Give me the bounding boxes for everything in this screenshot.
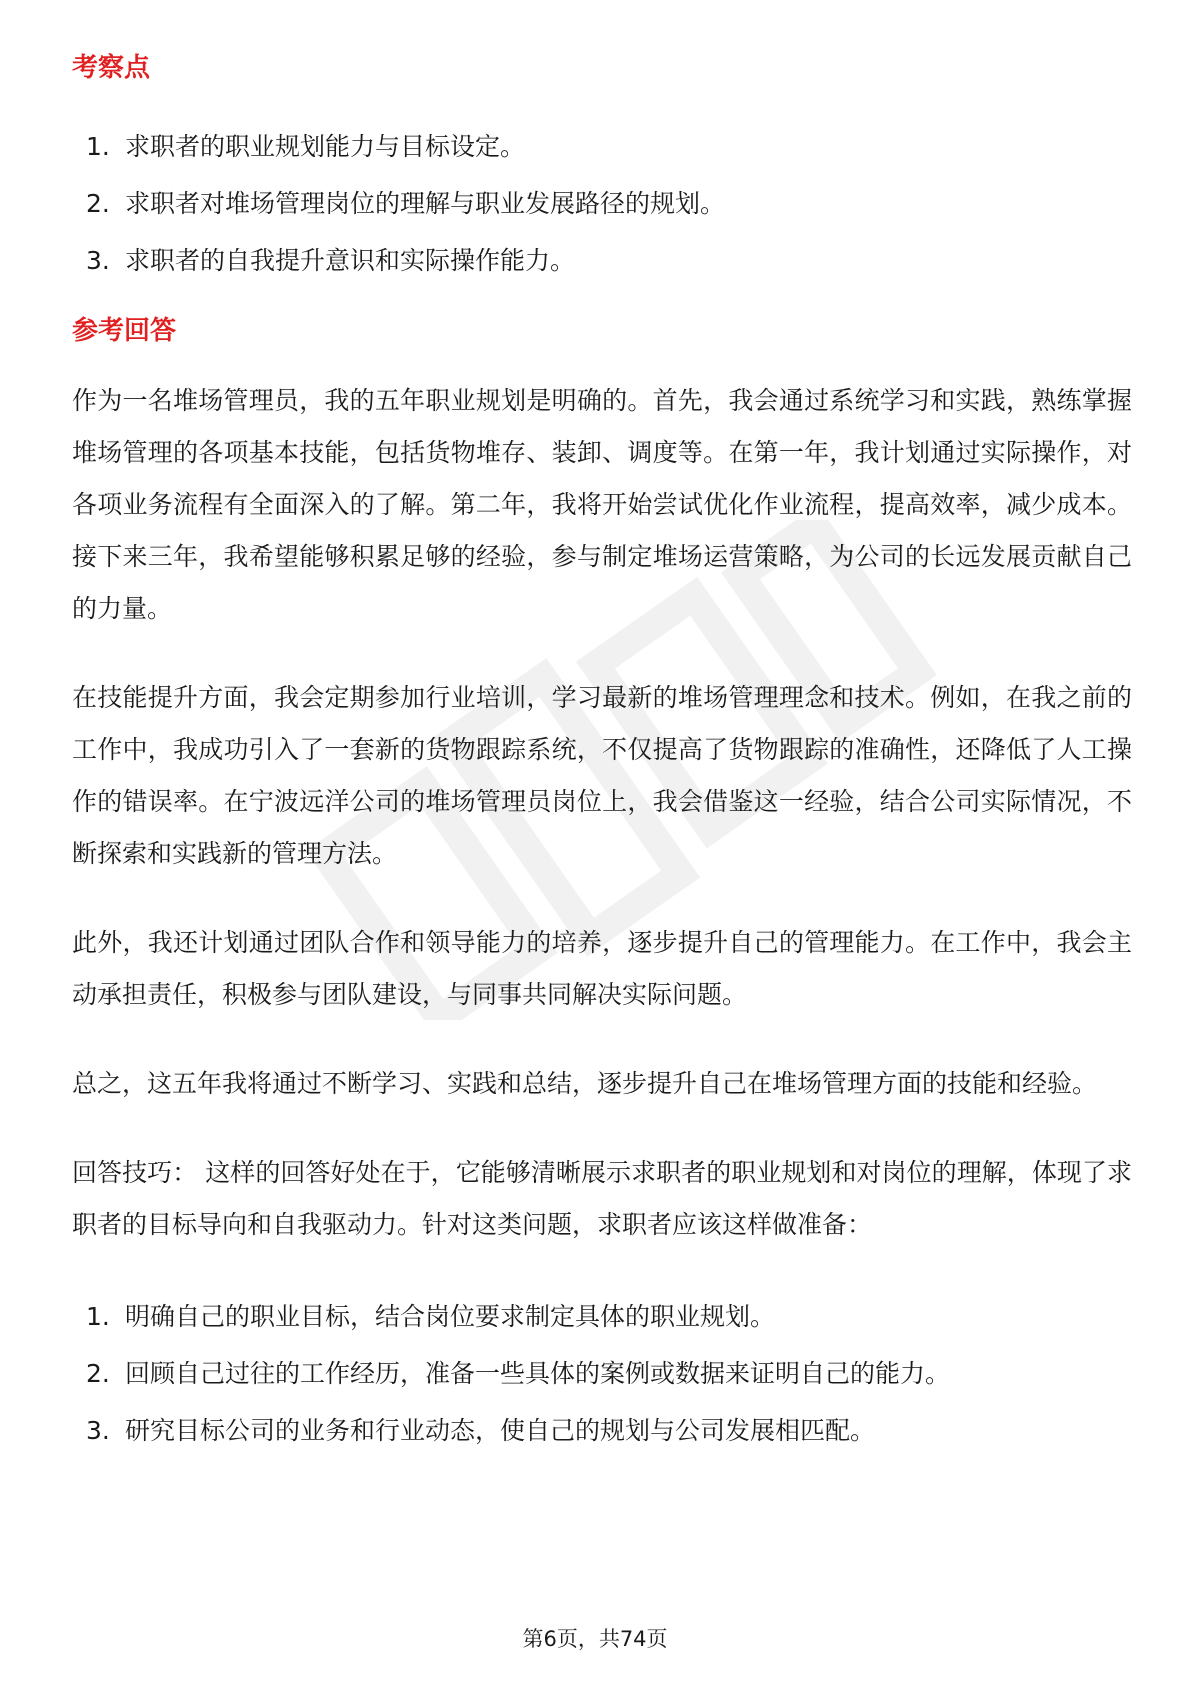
list-item-number: 3. — [86, 1416, 110, 1445]
answer-paragraph: 总之，这五年我将通过不断学习、实践和总结，逐步提升自己在堆场管理方面的技能和经验。 — [72, 1069, 1098, 1098]
page-indicator: 第6页，共74页 — [522, 1627, 668, 1651]
examination-heading: 考察点 — [72, 53, 151, 83]
document-content — [72, 48, 1132, 1459]
list-item — [72, 118, 1132, 175]
list-item-text: 求职者的自我提升意识和实际操作能力。 — [125, 246, 576, 275]
list-item-number: 1. — [86, 132, 110, 161]
list-item-text: 回顾自己过往的工作经历，准备一些具体的案例或数据来证明自己的能力。 — [125, 1359, 951, 1388]
list-item — [72, 1345, 1132, 1402]
list-item-number: 1. — [86, 1302, 110, 1331]
list-item — [72, 175, 1132, 232]
list-item-text: 明确自己的职业目标，结合岗位要求制定具体的职业规划。 — [125, 1302, 776, 1331]
list-item — [72, 232, 1132, 289]
list-item-text: 求职者对堆场管理岗位的理解与职业发展路径的规划。 — [125, 189, 726, 218]
examination-points-list — [72, 118, 1132, 289]
answer-paragraph: 此外，我还计划通过团队合作和领导能力的培养，逐步提升自己的管理能力。在工作中，我会主动承担责任，积极参与团队建设，与同事共同解决实际问题。 — [72, 928, 1132, 1009]
answer-paragraph: 在技能提升方面，我会定期参加行业培训，学习最新的堆场管理理念和技术。例如，在我之前的工作中，我成功引入了一套新的货物跟踪系统，不仅提高了货物跟踪的准确性，还降低了人工操作的错误率。在宁波远洋公司的堆场管理员岗位上，我会借鉴这一经验，结合公司实际情况，不断探索和实践新的管理方法。 — [72, 683, 1132, 868]
answer-heading: 参考回答 — [72, 316, 177, 346]
answer-tips-paragraph: 回答技巧： 这样的回答好处在于，它能够清晰展示求职者的职业规划和对岗位的理解，体现了求职者的目标导向和自我驱动力。针对这类问题，求职者应该这样做准备： — [72, 1158, 1132, 1239]
answer-paragraph: 作为一名堆场管理员，我的五年职业规划是明确的。首先，我会通过系统学习和实践，熟练掌握堆场管理的各项基本技能，包括货物堆存、装卸、调度等。在第一年，我计划通过实际操作，对各项业务流程有全面深入的了解。第二年，我将开始尝试优化作业流程，提高效率，减少成本。接下来三年，我希望能够积累足够的经验，参与制定堆场运营策略，为公司的长远发展贡献自己的力量。 — [72, 386, 1132, 623]
tips-list — [72, 1288, 1132, 1459]
list-item-text: 研究目标公司的业务和行业动态，使自己的规划与公司发展相匹配。 — [125, 1416, 876, 1445]
list-item — [72, 1288, 1132, 1345]
list-item-number: 2. — [86, 189, 110, 218]
list-item — [72, 1402, 1132, 1459]
list-item-text: 求职者的职业规划能力与目标设定。 — [125, 132, 526, 161]
list-item-number: 2. — [86, 1359, 110, 1388]
list-item-number: 3. — [86, 246, 110, 275]
